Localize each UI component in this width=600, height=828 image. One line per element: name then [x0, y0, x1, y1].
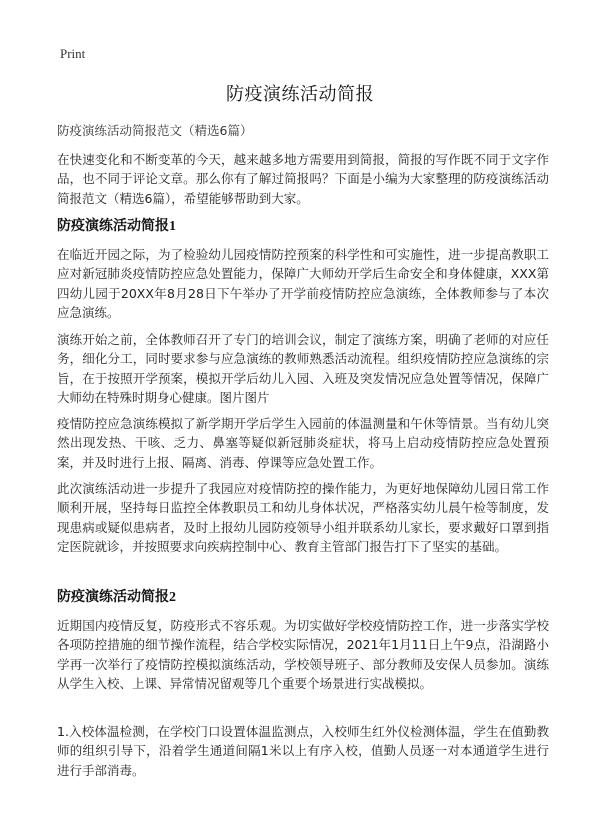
section-heading-2: 防疫演练活动简报2: [57, 590, 176, 605]
section-2-paragraph-2: 1.入校体温检测，在学校门口设置体温监测点，入校师生红外仪检测体温，学生在值勤教师的组织引导下，沿着学生通道间隔1米以上有序入校，值勤人员逐一对本通道学生进行进行手部消毒。: [57, 724, 549, 778]
section-1-paragraph-4: 此次演练活动进一步提升了我园应对疫情防控的操作能力，为更好地保障幼儿园日常工作顺利开展，坚持每日监控全体教职员工和幼儿身体状况，严格落实幼儿晨午检等制度，发现患病或疑似患病者，及时上报幼儿园防疫领导小组并联系幼儿家长，要求戴好口罩到指定医院就诊，并按照要求向疾病控制中心、教育主管部门报告打下了坚实的基础。: [57, 481, 549, 555]
document-subtitle: 防疫演练活动简报范文（精选6篇）: [57, 123, 253, 138]
intro-paragraph: 在快速变化和不断变革的今天，越来越多地方需要用到简报，简报的写作既不同于文字作品，也不同于评论文章。那么你有了解过简报吗？下面是小编为大家整理的防疫演练活动简报范文（精选6篇），希望能够帮助到大家。: [57, 152, 549, 206]
print-link[interactable]: Print: [60, 46, 86, 61]
section-1-paragraph-2: 演练开始之前，全体教师召开了专门的培训会议，制定了演练方案，明确了老师的对应任务，细化分工，同时要求参与应急演练的教师熟悉活动流程。组织疫情防控应急演练的宗旨，在于按照开学预案，模拟开学后幼儿入园、入班及突发情况应急处置等情况，保障广大师幼在特殊时期身心健康。图片图片: [57, 332, 549, 406]
section-1-paragraph-3: 疫情防控应急演练模拟了新学期开学后学生入园前的体温测量和午休等情景。当有幼儿突然出现发热、干咳、乏力、鼻塞等疑似新冠肺炎症状，将马上启动疫情防控应急处置预案，并及时进行上报、隔离、消毒、停课等应急处置工作。: [57, 416, 549, 470]
section-1-paragraph-1: 在临近开园之际，为了检验幼儿园疫情防控预案的科学性和可实施性，进一步提高教职工应对新冠肺炎疫情防控应急处置能力，保障广大师幼开学后生命安全和身体健康，XXX第四幼儿园于20XX年8月28日下午举办了开学前疫情防控应急演练，全体教师参与了本次应急演练。: [57, 247, 549, 321]
section-heading-1: 防疫演练活动简报1: [57, 219, 176, 234]
document-title: 防疫演练活动简报: [226, 84, 374, 105]
section-2-paragraph-1: 近期国内疫情反复，防疫形式不容乐观。为切实做好学校疫情防控工作，进一步落实学校各项防控措施的细节操作流程，结合学校实际情况，2021年1月11日上午9点，沿湖路小学再一次举行了疫情防控模拟演练活动，学校领导班子、部分教师及安保人员参加。演练从学生入校、上课、异常情况留观等几个重要个场景进行实战模拟。: [57, 618, 549, 692]
